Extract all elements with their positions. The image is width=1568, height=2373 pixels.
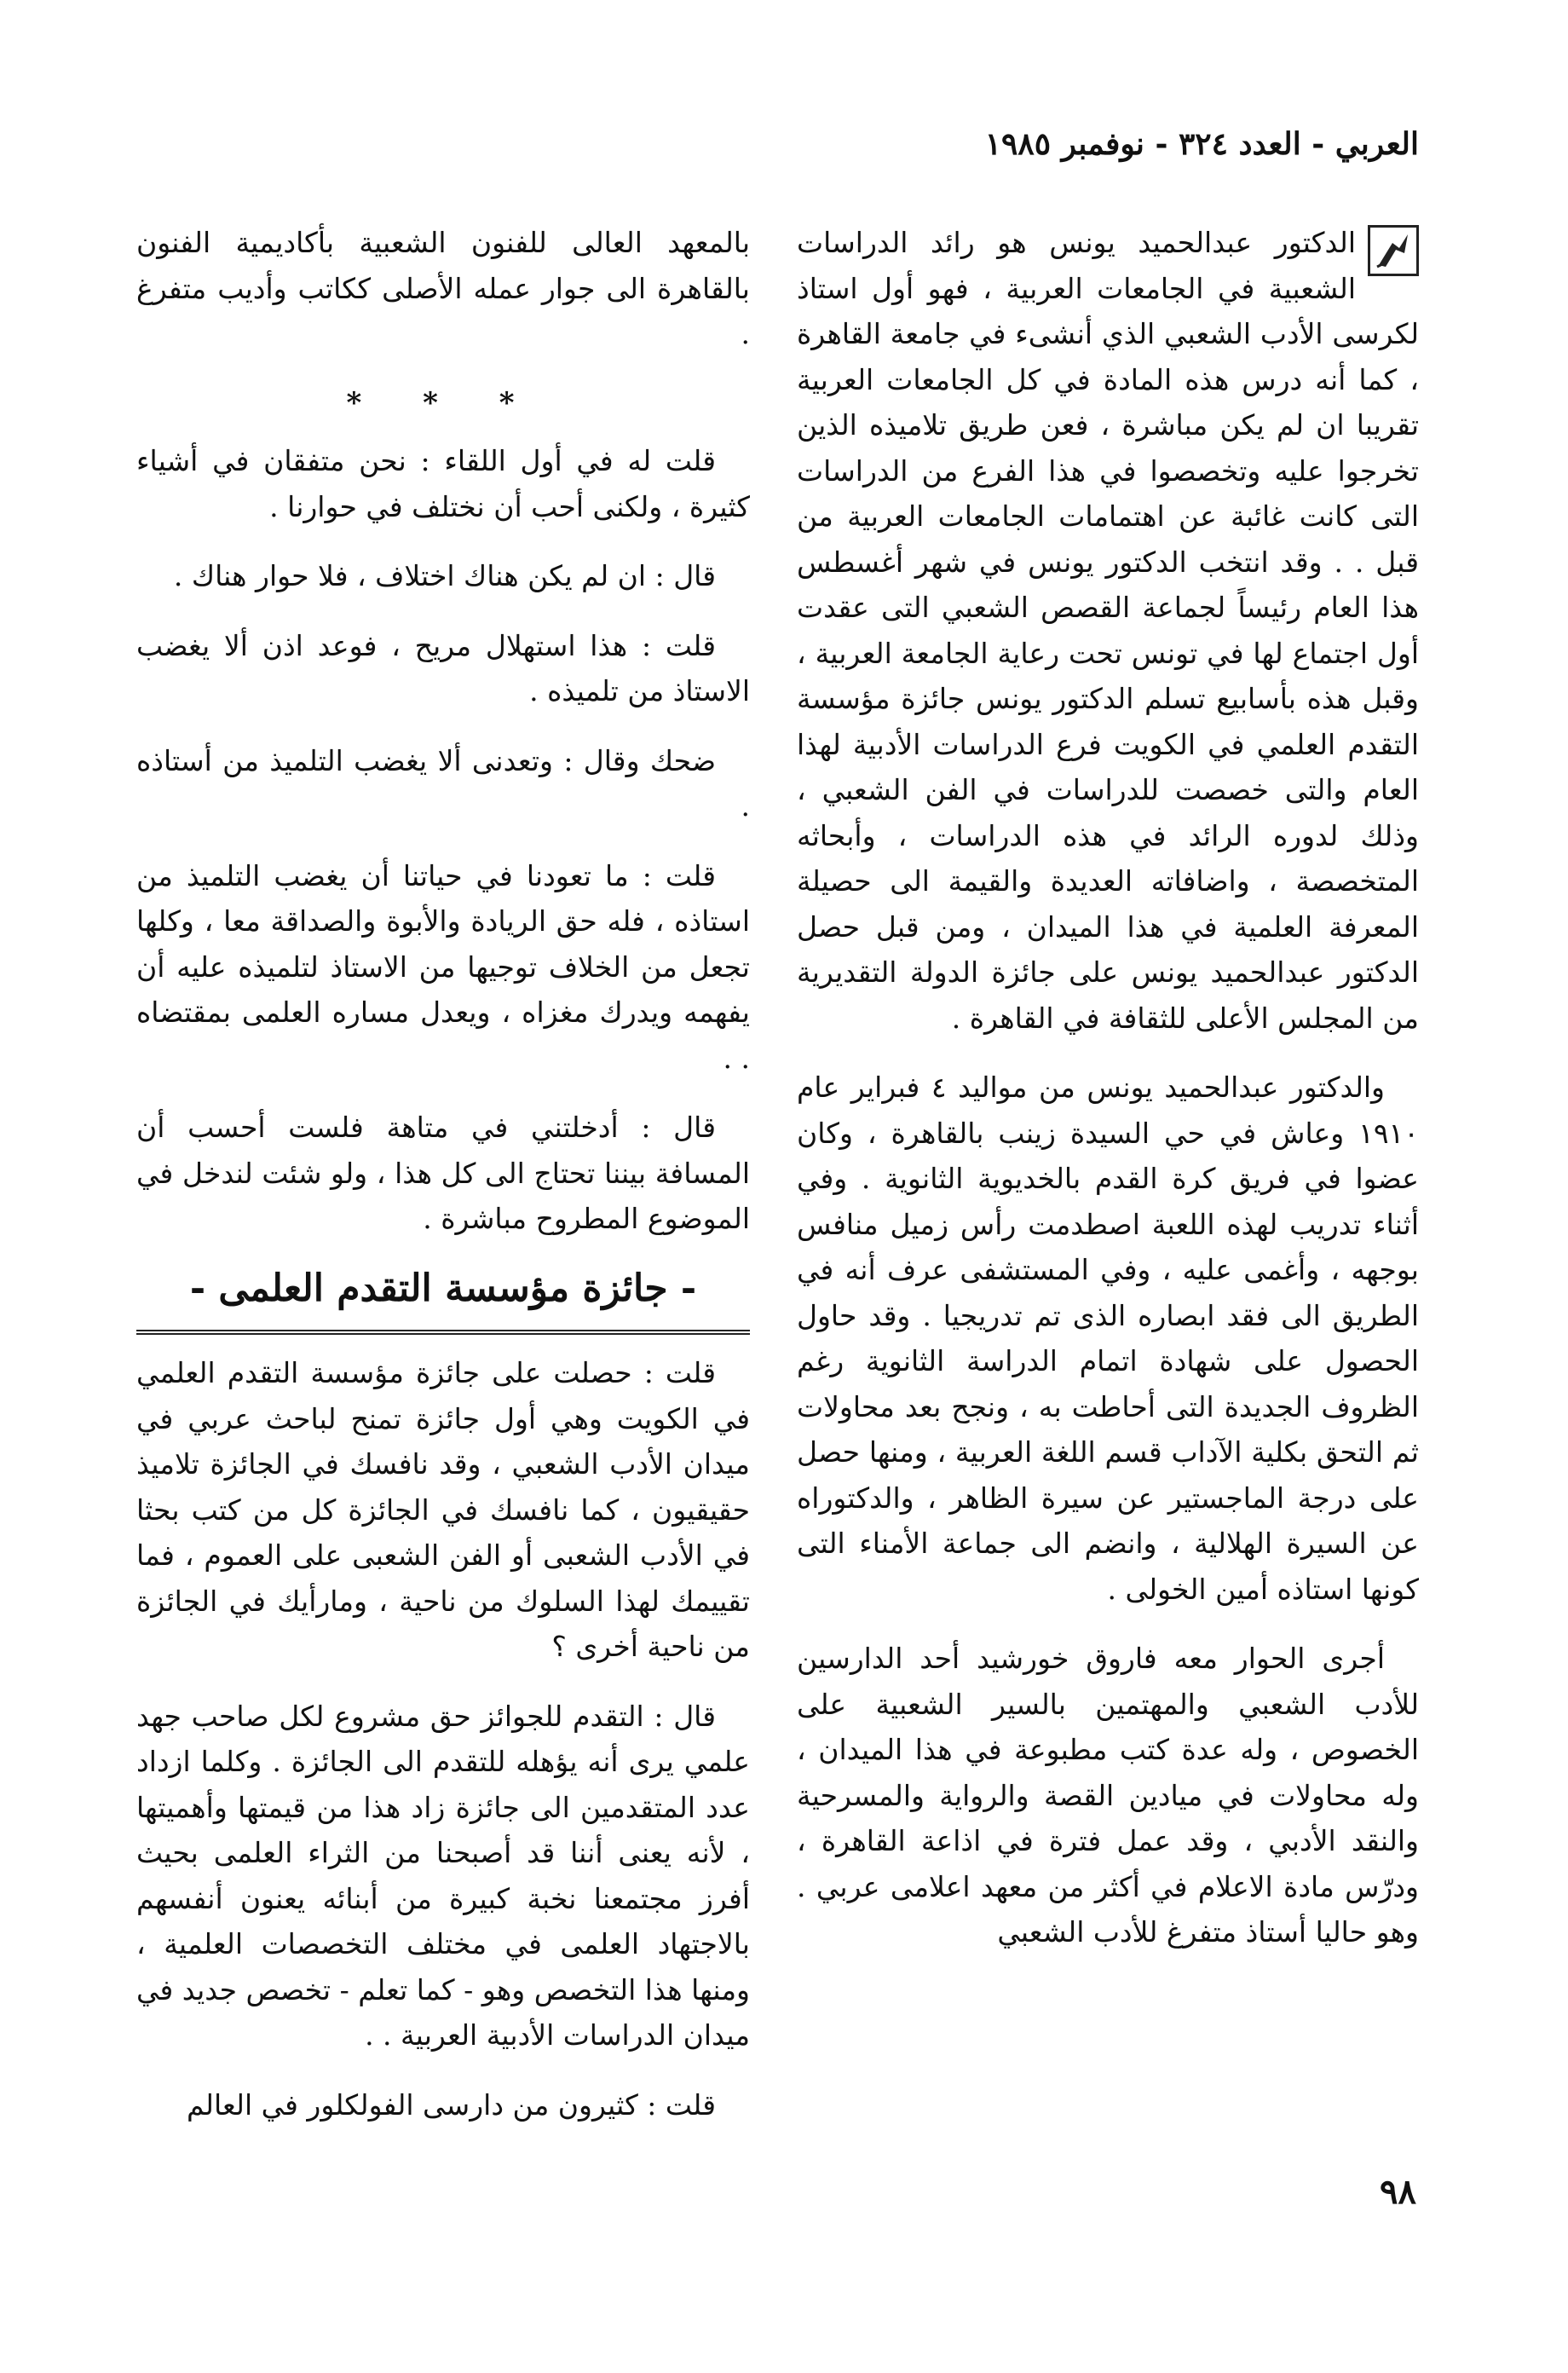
interviewer-paragraph: أجرى الحوار معه فاروق خورشيد أحد الدارسين للأدب الشعبي والمهتمين بالسير الشعبية على الخصوص ، وله عدة كتب مطبوعة في هذا الميدان ، وله محاولات في ميادين القصة والرواية والمسرحية والنقد الأدبي ، وقد عمل فترة في اذاعة القاهرة ، ودرّس مادة الاعلام في أكثر من معهد اعلامى عربي . وهو حاليا أستاذ متفرغ للأدب الشعبي [797,1642,1419,1949]
dialogue-line: قلت له في أول اللقاء : نحن متفقان في أشياء كثيرة ، ولكنى أحب أن نختلف في حوارنا . [136,444,750,523]
intro-paragraph [797,220,1419,1041]
quill-icon [1370,228,1416,274]
magazine-emblem-icon [1368,225,1419,276]
section-separator: * * * [346,385,540,420]
section-paragraph: قلت : كثيرون من دارسى الفولكلور في العالم [186,2087,716,2122]
continuation-paragraph: بالمعهد العالى للفنون الشعبية بأكاديمية الفنون بالقاهرة الى جوار عمله الأصلى ككاتب وأديب متفرغ . [136,226,750,350]
biography-paragraph: والدكتور عبدالحميد يونس من مواليد ٤ فبراير عام ١٩١٠ وعاش في حي السيدة زينب بالقاهرة ، وكان عضوا في فريق كرة القدم بالخديوية الثانوية . وفي أثناء تدريب لهذه اللعبة اصطدمت رأس زميل منافس بوجهه ، وأغمى عليه ، وفي المستشفى عرف أنه في الطريق الى فقد ابصاره الذى تم تدريجيا . وقد حاول الحصول على شهادة اتمام الدراسة الثانوية رغم الظروف الجديدة التى أحاطت به ، ونجح بعد محاولات ثم التحق بكلية الآداب قسم اللغة العربية ، ومنها حصل على درجة الماجستير عن سيرة الظاهر ، والدكتوراه عن السيرة الهلالية ، وانضم الى جماعة الأمناء التى كونها استاذه أمين الخولى . [797,1071,1419,1606]
dialogue-line: قلت : ما تعودنا في حياتنا أن يغضب التلميذ من استاذه ، فله حق الريادة والأبوة والصداقة معا ، وكلها تجعل من الخلاف توجيها من الاستاذ لتلميذه عليه أن يفهمه ويدرك مغزاه ، ويعدل مساره العلمى بمقتضاه . . [136,858,750,1075]
dialogue-line: قلت : هذا استهلال مريح ، فوعد اذن ألا يغضب الاستاذ من تلميذه . [136,628,750,707]
dialogue-line: قال : ان لم يكن هناك اختلاف ، فلا حوار هناك . [173,559,716,592]
running-header: العربي - العدد ٣٢٤ - نوفمبر ١٩٨٥ [984,126,1419,162]
right-column [797,220,1419,1979]
dialogue-line: قال : أدخلتني في متاهة فلست أحسب أن المسافة بيننا تحتاج الى كل هذا ، ولو شئت لندخل في الموضوع المطروح مباشرة . [136,1111,750,1235]
dialogue-line: ضحك وقال : وتعدنى ألا يغضب التلميذ من أستاذه . [136,743,750,823]
section-heading: - جائزة مؤسسة التقدم العلمى - [136,1266,750,1336]
page-number: ٩٨ [1380,2172,1416,2212]
left-column [136,220,750,2151]
section-paragraph: قلت : حصلت على جائزة مؤسسة التقدم العلمي في الكويت وهي أول جائزة تمنح لباحث عربي في ميدان الأدب الشعبي ، وقد نافسك في الجائزة تلاميذ حقيقيون ، كما نافسك في الجائزة كل من كتب بحثا في الأدب الشعبى أو الفن الشعبى على العموم ، فما تقييمك لهذا السلوك من ناحية ، ومارأيك في الجائزة من ناحية أخرى ؟ [136,1356,750,1663]
intro-text: الدكتور عبدالحميد يونس هو رائد الدراسات الشعبية في الجامعات العربية ، فهو أول استاذ لكرسى الأدب الشعبي الذي أنشىء في جامعة القاهرة ، كما أنه درس هذه المادة في كل الجامعات العربية تقريبا ان لم يكن مباشرة ، فعن طريق تلاميذه الذين تخرجوا عليه وتخصصوا في هذا الفرع من الدراسات التى كانت غائبة عن اهتمامات الجامعات العربية من قبل . . وقد انتخب الدكتور يونس في شهر أغسطس هذا العام رئيساً لجماعة القصص الشعبي التى عقدت أول اجتماع لها في تونس تحت رعاية الجامعة العربية ، وقبل هذه بأسابيع تسلم الدكتور يونس جائزة مؤسسة التقدم العلمي في الكويت فرع الدراسات الأدبية لهذا العام والتى خصصت للدراسات في الفن الشعبي ، وذلك لدوره الرائد في هذه الدراسات ، وأبحاثه المتخصصة ، واضافاته العديدة والقيمة الى حصيلة المعرفة العلمية في هذا الميدان ، ومن قبل حصل الدكتور عبدالحميد يونس على جائزة الدولة التقديرية من المجلس الأعلى للثقافة في القاهرة . [797,226,1419,1035]
section-paragraph: قال : التقدم للجوائز حق مشروع لكل صاحب جهد علمي يرى أنه يؤهله للتقدم الى الجائزة . وكلما ازداد عدد المتقدمين الى جائزة زاد هذا من قيمتها وأهميتها ، لأنه يعنى أننا قد أصبحنا من الثراء العلمى بحيث أفرز مجتمعنا نخبة كبيرة من أبنائه يعنون أنفسهم بالاجتهاد العلمى في مختلف التخصصات العلمية ، ومنها هذا التخصص وهو - كما تعلم - تخصص جديد في ميدان الدراسات الأدبية العربية . . [136,1699,750,2052]
